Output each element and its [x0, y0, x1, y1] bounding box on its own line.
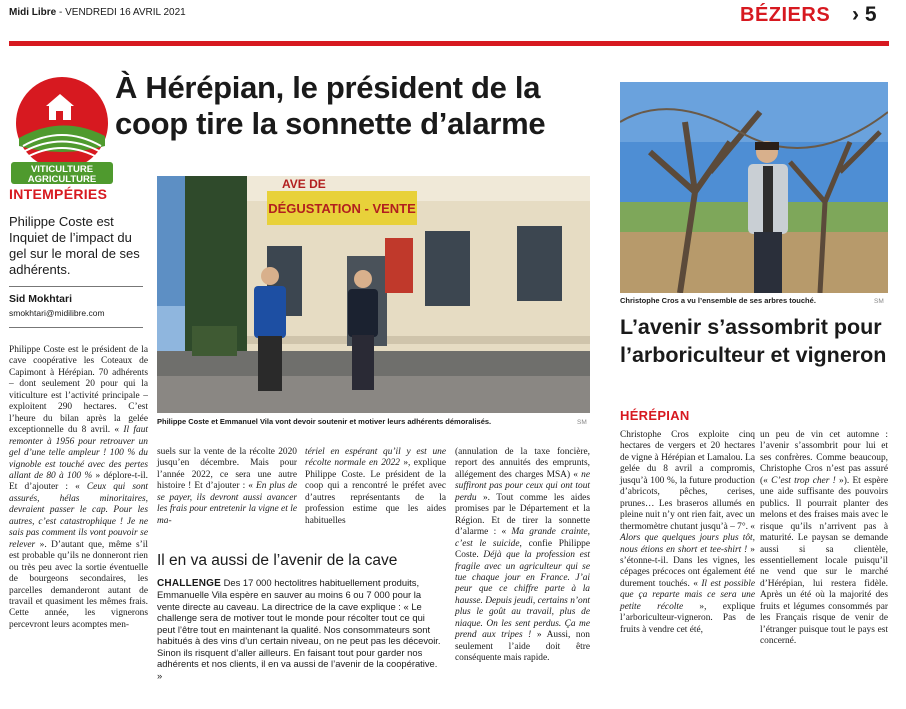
- header-rule: [9, 41, 889, 46]
- text-run: ». D’autant que, même s’il est probable qu’ils ne donneront rien ou très peu avec la sortie éventuelle de bourgeons secondaires, les parcelles demanderont autant de travail et quasiment les mêmes frais. Cette année, les vignerons percevront leurs acomptes men-: [9, 539, 148, 630]
- divider: [9, 286, 143, 287]
- text-run: » Aussi, non seulement l’aide doit être conséquente mais rapide.: [455, 630, 590, 664]
- text-run: Ma grande crainte, c’est le suicide: [455, 527, 590, 549]
- photo-sign: DÉGUSTATION - VENTE: [268, 201, 416, 216]
- paper-name: Midi Libre: [9, 7, 57, 18]
- text-run: Christophe Cros exploite cinq hectares de vergers et 20 hectares de vigne à Hérépian et Lamalou. La gelée du 8 avril a compromis, jusqu’à 100 %, la future production d’abricots, pêches, cerises, prunes… Les braseros allumés en pleine nuit n’y ont rien fait, avec un thermomètre chutant jusqu’à – 7°. «: [620, 430, 755, 532]
- photo-caption: Christophe Cros a vu l’ensemble de ses arbres touché.: [620, 296, 816, 305]
- text-run: Il faut remonter à 1956 pour retrouver un gel d’une telle ampleur ! 100 % du vignoble est touché avec des pertes allant de 80 à 100 %: [9, 425, 149, 481]
- coop-building-photo: [157, 176, 590, 413]
- text-run: C’est trop cher !: [771, 475, 836, 486]
- author-email: smokhtari@midilibre.com: [9, 308, 105, 318]
- section-kicker: INTEMPÉRIES: [9, 186, 108, 202]
- text-run: un peu de vin cet automne : l’avenir s’assombrit pour lui et ses confrères. Comme beaucoup, Christophe Cros n’est pas assuré («: [760, 430, 888, 486]
- article-column-4: [455, 447, 590, 665]
- text-run: Déjà que la profession est fragile avec un agriculteur qui se tue chaque jour en France. J’ai peur que ce chiffre parte à la hausse. Depuis jeudi, certains n’ont plus le goût au travail, plus de niaque. On les sent perdus. Ça me prend aux tripes !: [455, 550, 590, 641]
- subsection-text: [157, 577, 441, 681]
- side-kicker: HÉRÉPIAN: [620, 408, 690, 423]
- page-number: › 5: [852, 3, 877, 26]
- text-run: (annulation de la taxe foncière, report des annuités des emprunts, allégement des charges MSA) «: [455, 447, 590, 480]
- photo-credit: SM: [874, 298, 884, 305]
- section-city: BÉZIERS: [740, 4, 831, 26]
- photo-sign-top: AVE DE: [282, 177, 326, 191]
- text-run: Des 17 000 hectolitres habituellement produits, Emmanuelle Vila espère en sauver au moins 6 ou 7 000 pour la vente directe au caveau. La directrice de la cave explique : «: [157, 577, 422, 612]
- issue-date: - VENDREDI 16 AVRIL 2021: [56, 7, 186, 18]
- logo-line2: AGRICULTURE: [27, 174, 97, 185]
- lede: Philippe Coste est Inquiet de l’impact du gel sur le moral de ses adhérents.: [9, 214, 140, 277]
- subsection-body: [157, 577, 445, 681]
- side-column-2: [760, 430, 888, 648]
- text-run: » s’étonne-t-il. Dans les vignes, les cépages précoces ont également été durement touchés. «: [620, 544, 755, 589]
- text-run: En plus de se payer, ils devront aussi avancer les frais pour entretenir la vigne et le ma-: [157, 481, 297, 526]
- text-run: ». Tout comme les aides promises par le Département et la Région. Et de tirer la sonnette d’alarme : «: [455, 492, 590, 538]
- subsection-title: Il en va aussi de l’avenir de la cave: [157, 552, 398, 569]
- text-run: ne suffiront pas pour ceux qui ont tout perdu: [455, 469, 590, 503]
- text-run: », explique Philippe Coste. Le président de la coop qui a rencontré le préfet avec d’autres représentants de la profession estime que les aides habituelles: [305, 458, 446, 526]
- photo-caption: Philippe Coste et Emmanuel Vila vont devoir soutenir et motiver leurs adhérents démoralisés.: [157, 417, 492, 426]
- side-column-1: [620, 430, 755, 636]
- text-run: Le challenge sera de motiver tout le monde pour récolter tout ce qui peut l’être tout en maintenant la qualité. Nos consommateurs sont habitués à des vins d’un certain niveau, on ne peut pas les décevoir. Sinon ils risquent d’aller ailleurs. En faisant tout pour garder nos adhérents et nos clients, il en va aussi de l’avenir de la coopérative.: [157, 600, 441, 670]
- masthead: [9, 7, 186, 18]
- side-headline: L’avenir s’assombrit pour l’arboriculteur et vigneron: [620, 315, 887, 367]
- subsection-lead: CHALLENGE: [157, 578, 222, 589]
- text-run: Il est possible que ça reparte mais ce sera une petite récolte: [620, 578, 756, 612]
- divider: [9, 327, 143, 328]
- article-column-2: [157, 447, 297, 527]
- viticulture-agriculture-logo: [9, 76, 115, 186]
- text-run: » déplore-t-il. Et d’ajouter : «: [9, 470, 148, 493]
- logo-line1: VITICULTURE: [30, 164, 94, 175]
- text-run: Philippe Coste est le président de la cave coopérative les Coteaux de Capimont à Hérépian. 70 adhérents – dont seulement 20 pour qui la viticulture est l’activité principale – exploitent 290 hectares. C’est l’heure du bilan après la gelée exceptionnelle du 8 avril. «: [9, 345, 148, 436]
- photo-credit: SM: [577, 419, 587, 426]
- text-run: tériel en espérant qu’il y est une récolte normale en 2022: [305, 447, 446, 469]
- text-run: », explique l’arboriculteur-vigneron. Pas de fruits à vendre cet été,: [620, 601, 755, 635]
- text-run: Ceux qui sont assurés, hélas minoritaires, devraient passer le cap. Pour les autres, c’est catastrophique ! Je ne sais pas comment ils vont pouvoir se relever: [9, 482, 148, 550]
- orchard-photo: [620, 82, 888, 293]
- text-run: suels sur la vente de la récolte 2020 jusqu’en décembre. Mais pour l’année 2022, ce sera une autre histoire ! Et d’ajouter : «: [157, 447, 297, 492]
- article-column-1: [9, 345, 148, 631]
- main-headline: À Hérépian, le président de la coop tire la sonnette d’alarme: [115, 70, 546, 141]
- author-name: Sid Mokhtari: [9, 293, 73, 305]
- article-column-3: [305, 447, 446, 527]
- text-run: »). Et espère une aide suffisante des pouvoirs publics. Il pourrait planter des melons et des fraises mais avec le risque qu’ils n’arrivent pas à maturité. Le paysan se demande aussi si sa clientèle, essentiellement locale puisqu’il ne vend que sur le marché d’Hérépian, lui restera fidèle. Après un été où la majorité des fruits et légumes consommés par les Français risque de venir de l’étranger puisque tout le pays est concerné.: [760, 475, 889, 647]
- text-run: , confie Philippe Coste.: [455, 538, 590, 561]
- text-run: Alors que quelques jours plus tôt, nous étions en short et tee-shirt !: [620, 533, 755, 555]
- text-run: »: [157, 669, 163, 681]
